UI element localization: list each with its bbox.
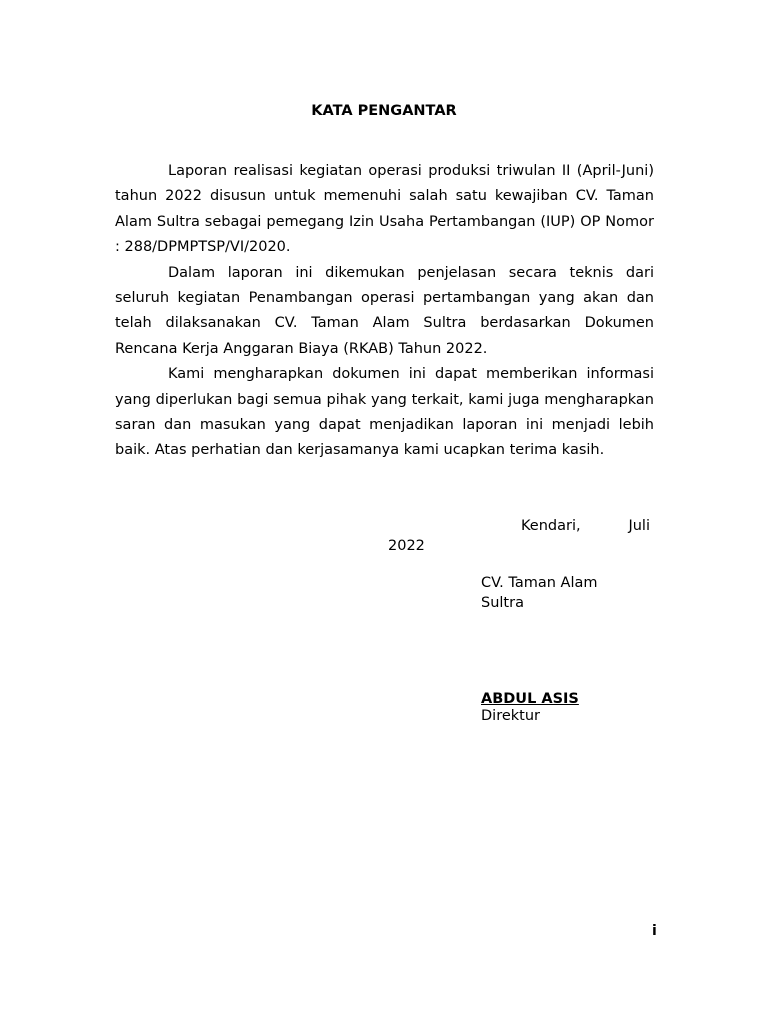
- signer-name: ABDUL ASIS: [481, 691, 579, 707]
- year-label: 2022: [388, 538, 425, 554]
- paragraph-3: Kami mengharapkan dokumen ini dapat memberikan informasi yang diperlukan bagi semua pihak yang terkait, kami juga mengharapkan saran dan masukan yang dapat menjadikan laporan ini menjadi lebih baik. Atas perhatian dan kerjasamanya kami ucapkan terima kasih.: [115, 366, 654, 459]
- paragraph-2: Dalam laporan ini dikemukan penjelasan secara teknis dari seluruh kegiatan Penambangan operasi pertambangan yang akan dan telah dilaksanakan CV. Taman Alam Sultra berdasarkan Dokumen Rencana Kerja Anggaran Biaya (RKAB) Tahun 2022.: [115, 264, 654, 357]
- company-name: CV. Taman Alam Sultra: [481, 575, 598, 611]
- month-label: Juli: [628, 518, 650, 534]
- body-text: [115, 159, 654, 464]
- paragraph-1: Laporan realisasi kegiatan operasi produksi triwulan II (April-Juni) tahun 2022 disusun untuk memenuhi salah satu kewajiban CV. Taman Alam Sultra sebagai pemegang Izin Usaha Pertambangan (IUP) OP Nomor : 288/DPMPTSP/VI/2020.: [115, 163, 654, 256]
- page-number: i: [652, 923, 657, 939]
- place-label: Kendari,: [521, 518, 581, 534]
- signer-title: Direktur: [481, 708, 540, 724]
- page-title: KATA PENGANTAR: [311, 103, 457, 119]
- place-date: [388, 516, 650, 556]
